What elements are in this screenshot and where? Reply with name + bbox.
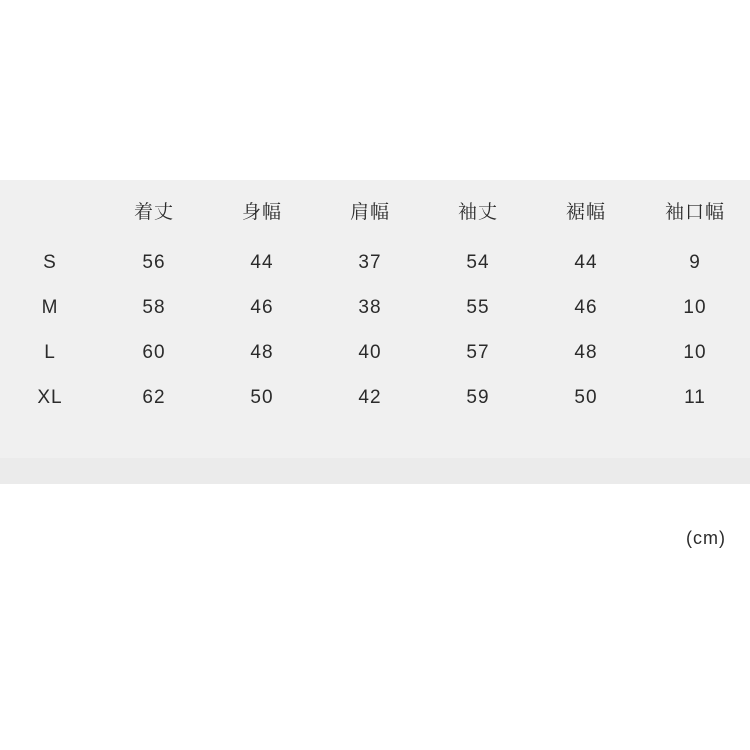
cell-value: 46: [250, 296, 274, 318]
cell-value: 58: [142, 296, 166, 318]
cell-value: 57: [466, 341, 490, 363]
cell-value: 10: [683, 341, 707, 363]
column-header-4: 裾幅: [565, 201, 606, 223]
column-header-2: 肩幅: [349, 201, 390, 223]
table-row: [0, 330, 750, 375]
row-size-label: XL: [37, 386, 63, 408]
cell-value: 60: [142, 341, 166, 363]
cell-value: 46: [574, 296, 598, 318]
column-header-0: 着丈: [133, 201, 174, 223]
cell-value: 37: [358, 251, 382, 273]
cell-value: 10: [683, 296, 707, 318]
size-table-container: [0, 180, 750, 420]
cell-value: 54: [466, 251, 490, 273]
cell-value: 9: [689, 251, 701, 273]
column-header-3: 袖丈: [457, 201, 498, 223]
cell-value: 48: [250, 341, 274, 363]
cell-value: 38: [358, 296, 382, 318]
table-row: [0, 375, 750, 420]
column-header-5: 袖口幅: [664, 201, 725, 223]
table-header-row: [0, 180, 750, 240]
cell-value: 40: [358, 341, 382, 363]
cell-value: 48: [574, 341, 598, 363]
cell-value: 44: [574, 251, 598, 273]
column-header-1: 身幅: [241, 201, 282, 223]
size-table-body: [0, 240, 750, 420]
table-row: [0, 285, 750, 330]
cell-value: 44: [250, 251, 274, 273]
cell-value: 50: [574, 386, 598, 408]
row-size-label: S: [43, 251, 57, 273]
cell-value: 55: [466, 296, 490, 318]
size-table: [0, 180, 750, 420]
cell-value: 50: [250, 386, 274, 408]
table-footer-band: [0, 458, 750, 484]
table-row: [0, 240, 750, 285]
cell-value: 62: [142, 386, 166, 408]
cell-value: 56: [142, 251, 166, 273]
unit-label: (cm): [686, 528, 726, 548]
cell-value: 42: [358, 386, 382, 408]
table-corner-cell: [0, 180, 100, 240]
cell-value: 59: [466, 386, 490, 408]
size-table-head: [0, 180, 750, 240]
cell-value: 11: [684, 386, 706, 408]
row-size-label: L: [44, 341, 56, 363]
row-size-label: M: [41, 296, 59, 318]
